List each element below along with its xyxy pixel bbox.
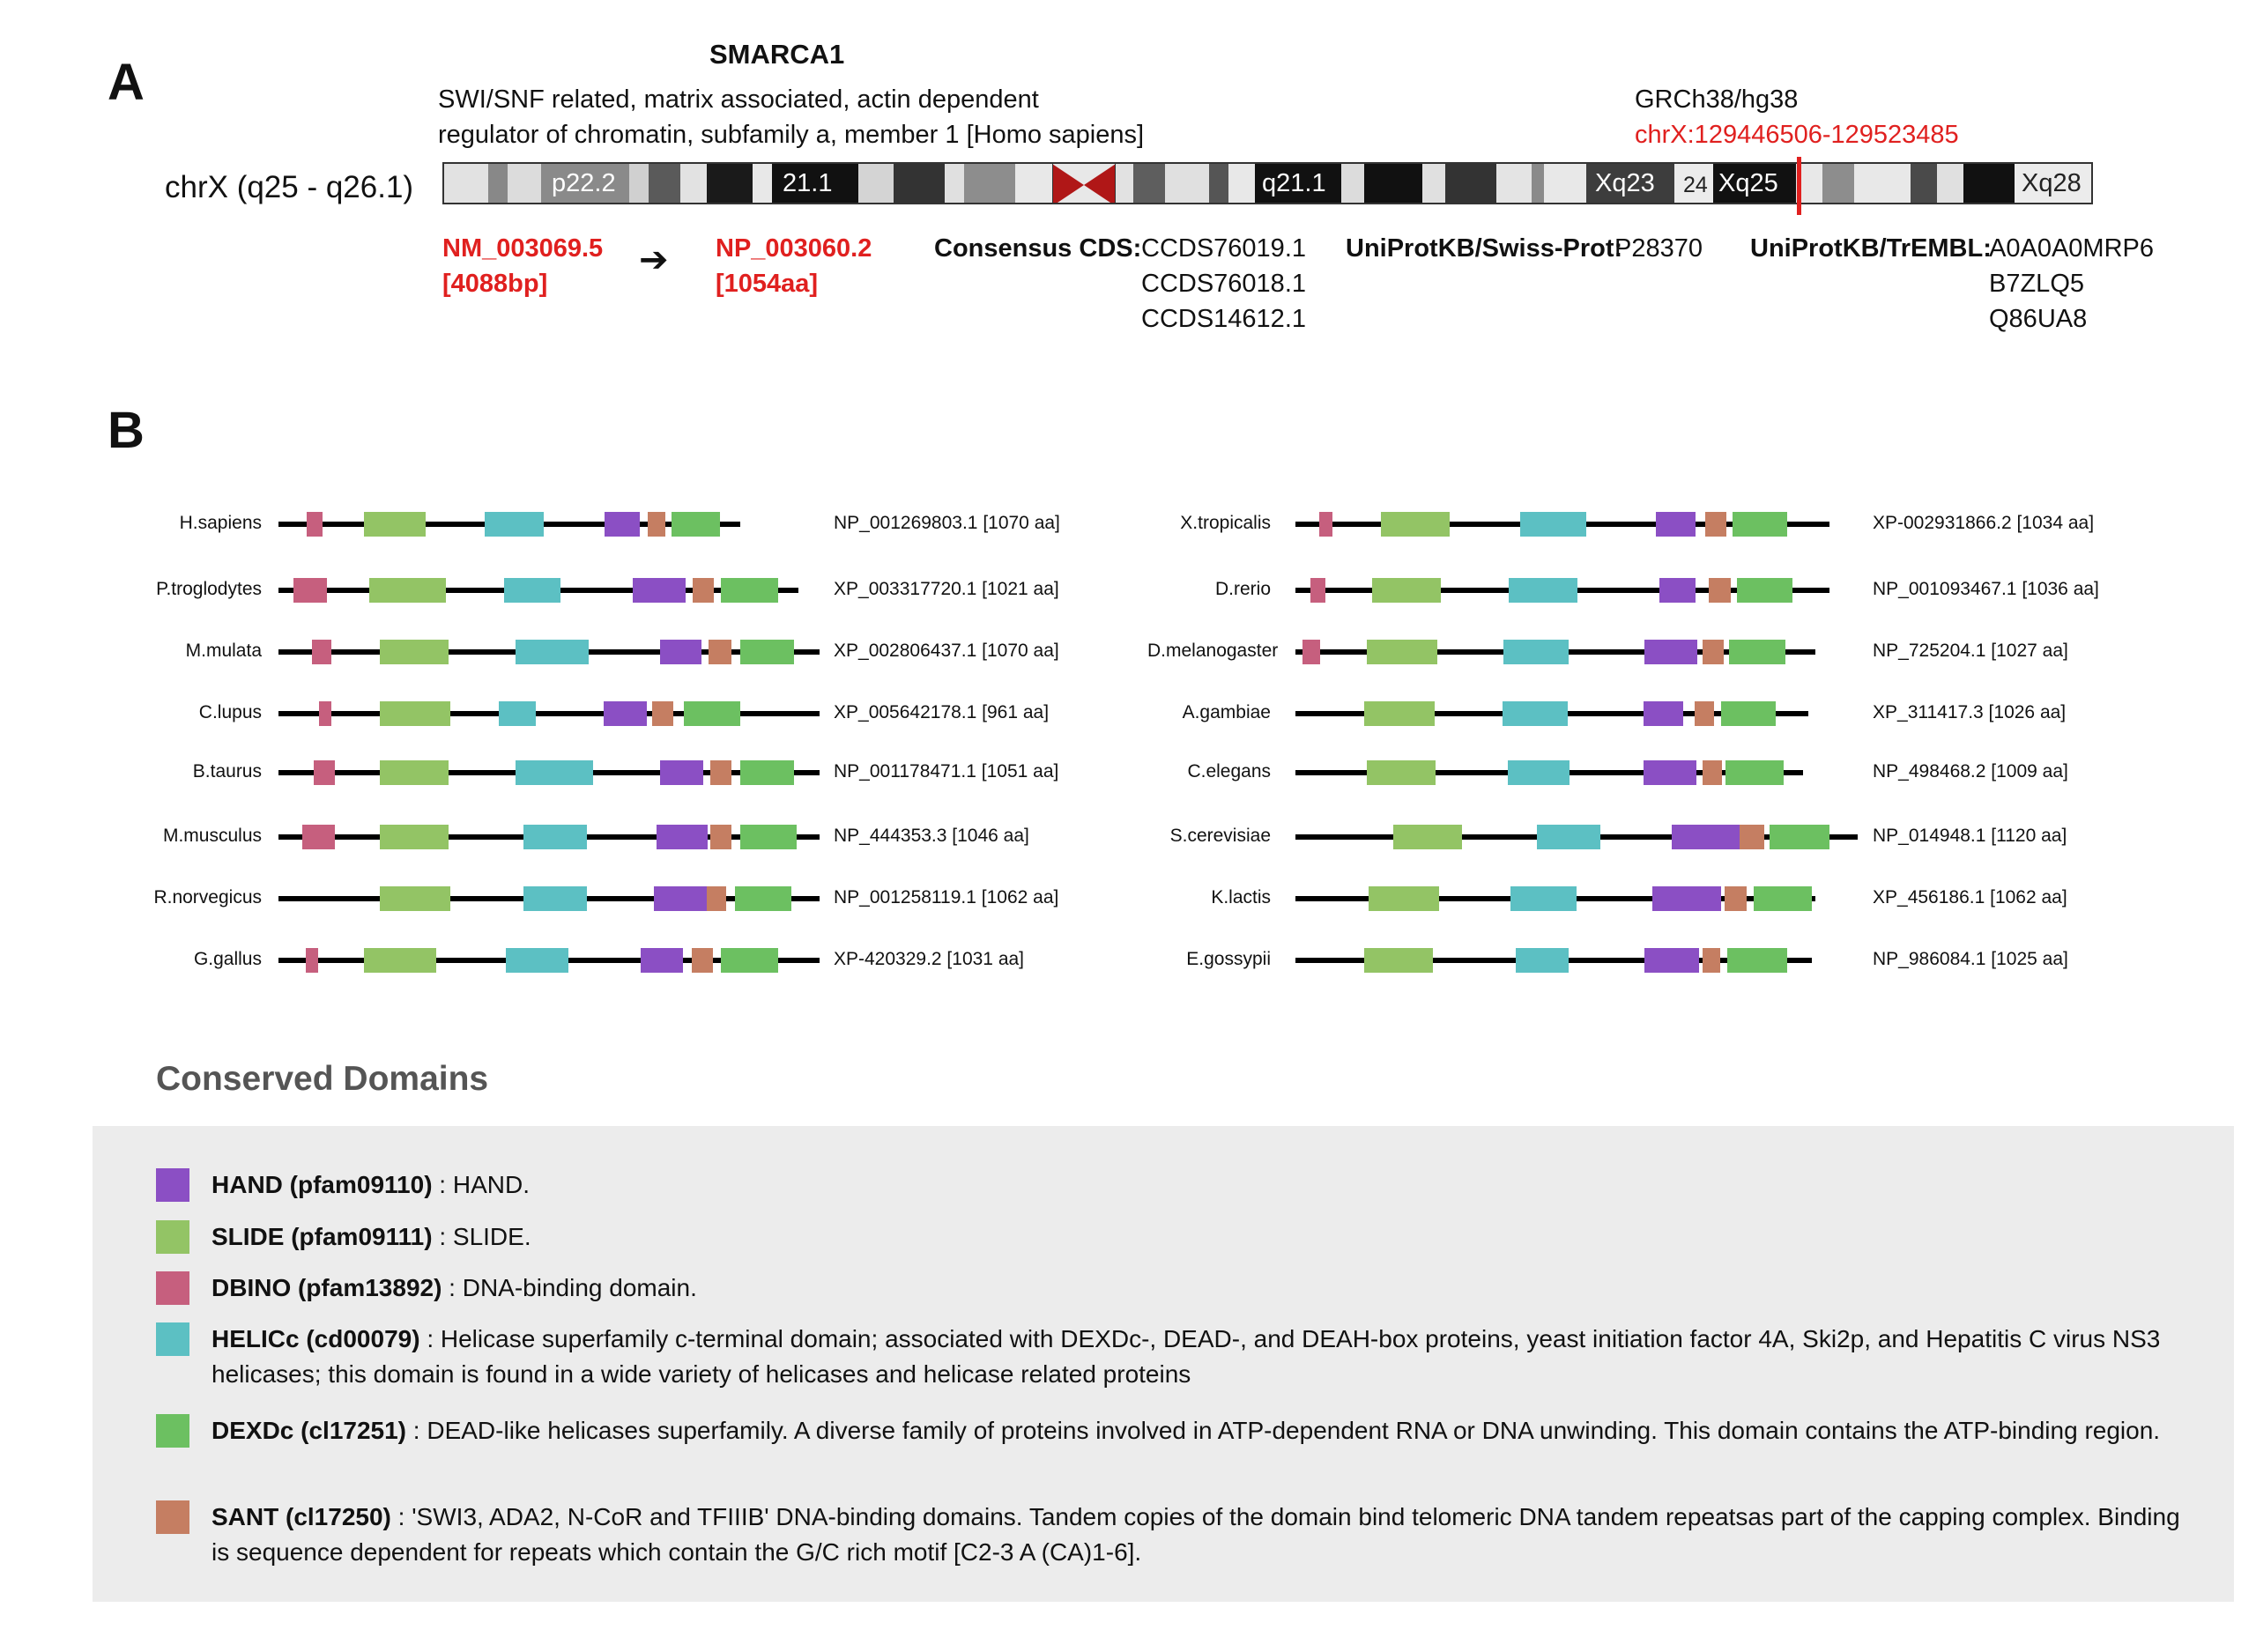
panel-a-letter: A: [108, 54, 145, 111]
domain-dbino: [314, 760, 335, 785]
assembly-label: GRCh38/hg38: [1635, 85, 1799, 114]
gene-locus-marker: [1797, 157, 1801, 215]
genomic-coordinates: chrX:129446506-129523485: [1635, 121, 1959, 149]
domain-sant: [1695, 701, 1714, 726]
protein-accession-label: NP_014948.1 [1120 aa]: [1873, 826, 2067, 846]
domain-sant: [692, 948, 713, 973]
domain-hand: [633, 578, 686, 603]
domain-dexdc: [721, 578, 778, 603]
protein-length: [1054aa]: [716, 270, 819, 298]
legend-domain-description: : DEAD-like helicases superfamily. A diverse family of proteins involved in ATP-dependent RNA or DNA unwinding. This domain contains the ATP-binding region.: [406, 1417, 2161, 1444]
mrna-accession: NM_003069.5: [442, 234, 604, 263]
ccds-label: Consensus CDS:: [934, 234, 1142, 263]
legend-entry-dbino: [212, 1270, 2186, 1306]
gene-symbol: SMARCA1: [709, 39, 845, 70]
species-label: C.lupus: [198, 702, 262, 722]
domain-sant: [707, 886, 726, 911]
domain-sant: [1703, 640, 1724, 664]
legend-swatch-sant: [156, 1500, 189, 1534]
domain-sant: [648, 512, 665, 537]
domain-dexdc: [1754, 886, 1812, 911]
legend-swatch-helicc: [156, 1322, 189, 1356]
protein-accession: NP_003060.2: [716, 234, 872, 263]
legend-swatch-dexdc: [156, 1414, 189, 1448]
domain-hand: [604, 701, 647, 726]
domain-helicc: [1503, 701, 1568, 726]
domain-dbino: [306, 948, 318, 973]
trembl-id-1: A0A0A0MRP6: [1989, 234, 2154, 263]
domain-hand: [1644, 760, 1696, 785]
protein-accession-label: NP_498468.2 [1009 aa]: [1873, 761, 2068, 782]
species-label: B.taurus: [192, 761, 262, 782]
domain-slide: [1393, 825, 1462, 849]
species-label: P.troglodytes: [156, 579, 262, 599]
domain-hand: [1644, 948, 1699, 973]
domain-dbino: [1302, 640, 1320, 664]
domain-hand: [1652, 886, 1721, 911]
legend-domain-name: HELICc (cd00079): [212, 1325, 420, 1352]
legend-domain-name: DEXDc (cl17251): [212, 1417, 407, 1444]
domain-helicc: [523, 886, 587, 911]
protein-accession-label: NP_001178471.1 [1051 aa]: [834, 761, 1059, 782]
band-xq23: Xq23: [1586, 164, 1674, 204]
domain-dexdc: [1737, 578, 1792, 603]
species-label: S.cerevisiae: [1169, 826, 1271, 846]
domain-dexdc: [1770, 825, 1829, 849]
legend-domain-description: : DNA-binding domain.: [442, 1274, 697, 1301]
domain-helicc: [485, 512, 544, 537]
chromosome-ideogram: [442, 162, 2093, 204]
domain-slide: [380, 760, 449, 785]
domain-slide: [1364, 948, 1433, 973]
band-24: 24: [1674, 164, 1713, 204]
panel-b-letter: B: [108, 402, 145, 459]
domain-helicc: [1520, 512, 1586, 537]
domain-helicc: [1503, 640, 1569, 664]
protein-accession-label: NP_986084.1 [1025 aa]: [1873, 949, 2068, 969]
legend-entry-sant: [212, 1500, 2186, 1570]
domain-hand: [1659, 578, 1696, 603]
domain-sant: [710, 825, 731, 849]
swissprot-id: P28370: [1614, 234, 1703, 263]
domain-hand: [654, 886, 707, 911]
band-21-1: 21.1: [772, 164, 858, 204]
protein-accession-label: NP_444353.3 [1046 aa]: [834, 826, 1029, 846]
domain-dexdc: [1733, 512, 1787, 537]
domain-dexdc: [1721, 701, 1776, 726]
ccds-id-3: CCDS14612.1: [1141, 305, 1306, 333]
protein-accession-label: NP_001269803.1 [1070 aa]: [834, 513, 1060, 533]
domain-dbino: [319, 701, 331, 726]
legend-swatch-hand: [156, 1168, 189, 1202]
domain-sant: [1703, 760, 1722, 785]
legend-domain-description: : Helicase superfamily c-terminal domain; associated with DEXDc-, DEAD-, and DEAH-box proteins, yeast initiation factor 4A, Ski2p, and Hepatitis C virus NS3 helicases; this domain is found in a wide variety of helicases and helicase related proteins: [212, 1325, 2161, 1388]
domain-hand: [605, 512, 640, 537]
band-q21-1: q21.1: [1255, 164, 1341, 204]
species-label: G.gallus: [193, 949, 262, 969]
domain-dexdc: [740, 640, 794, 664]
domain-helicc: [1537, 825, 1600, 849]
species-label: R.norvegicus: [153, 887, 262, 907]
legend-entry-slide: [212, 1219, 2186, 1255]
domain-helicc: [1508, 760, 1570, 785]
band-xq25: Xq25: [1713, 164, 1796, 204]
domain-hand: [1672, 825, 1740, 849]
protein-accession-label: NP_725204.1 [1027 aa]: [1873, 641, 2068, 661]
domain-dbino: [302, 825, 335, 849]
domain-dbino: [312, 640, 331, 664]
legend-domain-description: : 'SWI3, ADA2, N-CoR and TFIIIB' DNA-binding domains. Tandem copies of the domain bind telomeric DNA tandem repeatsas part of the capping complex. Binding is sequence dependent for repeats which contain the G/C rich motif [C2-3 A (CA)1-6].: [212, 1503, 2180, 1566]
legend-entry-dexdc: [212, 1413, 2186, 1448]
domain-hand: [660, 640, 701, 664]
centromere: [1052, 164, 1116, 204]
band-p22-2: p22.2: [541, 164, 629, 204]
domain-sant: [709, 640, 731, 664]
domain-helicc: [499, 701, 536, 726]
domain-sant: [1705, 512, 1726, 537]
swissprot-label: UniProtKB/Swiss-Prot:: [1346, 234, 1623, 263]
legend-entry-helicc: [212, 1322, 2186, 1392]
domain-sant: [1703, 948, 1720, 973]
species-label: D.melanogaster: [1147, 641, 1279, 661]
domain-hand: [641, 948, 683, 973]
legend-entry-hand: [212, 1167, 2186, 1203]
legend-swatch-slide: [156, 1220, 189, 1254]
domain-dbino: [1310, 578, 1325, 603]
species-label: C.elegans: [1187, 761, 1271, 782]
domain-slide: [380, 886, 450, 911]
domain-dexdc: [740, 760, 794, 785]
domain-sant: [693, 578, 714, 603]
protein-accession-label: NP_001093467.1 [1036 aa]: [1873, 579, 2099, 599]
domain-sant: [710, 760, 731, 785]
legend-domain-description: : SLIDE.: [432, 1223, 531, 1250]
legend-domain-name: DBINO (pfam13892): [212, 1274, 442, 1301]
domain-slide: [364, 948, 436, 973]
ccds-id-1: CCDS76019.1: [1141, 234, 1306, 263]
domain-helicc: [1516, 948, 1569, 973]
domain-slide: [1367, 640, 1437, 664]
arrow-icon: ➔: [639, 241, 669, 279]
domain-sant: [1709, 578, 1731, 603]
protein-accession-label: XP_002806437.1 [1070 aa]: [834, 641, 1059, 661]
domain-dexdc: [684, 701, 740, 726]
domain-hand: [1644, 701, 1683, 726]
legend-domain-name: SLIDE (pfam09111): [212, 1223, 433, 1250]
domain-slide: [1369, 886, 1439, 911]
domain-helicc: [1509, 578, 1577, 603]
domain-slide: [380, 640, 449, 664]
mrna-length: [4088bp]: [442, 270, 548, 298]
legend-swatch-dbino: [156, 1271, 189, 1305]
domain-dexdc: [735, 886, 791, 911]
species-label: X.tropicalis: [1180, 513, 1271, 533]
protein-accession-label: XP_311417.3 [1026 aa]: [1873, 702, 2067, 722]
domain-dbino: [1319, 512, 1332, 537]
species-label: M.mulata: [185, 641, 262, 661]
domain-dexdc: [672, 512, 720, 537]
domain-slide: [1372, 578, 1441, 603]
trembl-id-2: B7ZLQ5: [1989, 270, 2084, 298]
trembl-id-3: Q86UA8: [1989, 305, 2088, 333]
species-label: M.musculus: [162, 826, 262, 846]
species-label: A.gambiae: [1182, 702, 1271, 722]
domain-dbino: [307, 512, 323, 537]
domain-slide: [1381, 512, 1450, 537]
trembl-label: UniProtKB/TrEMBL:: [1750, 234, 1992, 263]
ccds-id-2: CCDS76018.1: [1141, 270, 1306, 298]
domain-dexdc: [1729, 640, 1785, 664]
legend-domain-name: SANT (cl17250): [212, 1503, 391, 1530]
domain-helicc: [1510, 886, 1577, 911]
domain-hand: [657, 825, 708, 849]
protein-accession-label: XP_456186.1 [1062 aa]: [1873, 887, 2067, 907]
protein-accession-label: XP-002931866.2 [1034 aa]: [1873, 513, 2095, 533]
domain-sant: [1740, 825, 1764, 849]
domain-slide: [1367, 760, 1436, 785]
protein-accession-label: XP_005642178.1 [961 aa]: [834, 702, 1050, 722]
species-label: H.sapiens: [179, 513, 262, 533]
species-label: E.gossypii: [1186, 949, 1271, 969]
domain-helicc: [516, 760, 593, 785]
species-label: D.rerio: [1214, 579, 1271, 599]
domain-slide: [380, 825, 449, 849]
domain-hand: [660, 760, 703, 785]
domain-helicc: [504, 578, 560, 603]
domain-slide: [364, 512, 426, 537]
legend-domain-name: HAND (pfam09110): [212, 1171, 433, 1198]
domain-slide: [1364, 701, 1435, 726]
domain-dexdc: [1725, 760, 1784, 785]
protein-accession-label: XP_003317720.1 [1021 aa]: [834, 579, 1059, 599]
domain-slide: [380, 701, 450, 726]
domain-sant: [1725, 886, 1747, 911]
chromosome-label: chrX (q25 - q26.1): [165, 170, 414, 204]
domain-dexdc: [1727, 948, 1787, 973]
domain-hand: [1656, 512, 1696, 537]
domain-dexdc: [740, 825, 797, 849]
domain-slide: [369, 578, 446, 603]
protein-accession-label: NP_001258119.1 [1062 aa]: [834, 887, 1059, 907]
band-xq28: Xq28: [2015, 164, 2093, 204]
legend-title: Conserved Domains: [156, 1060, 489, 1098]
domain-sant: [652, 701, 673, 726]
domain-helicc: [516, 640, 589, 664]
gene-description-line2: regulator of chromatin, subfamily a, member 1 [Homo sapiens]: [438, 121, 1145, 149]
gene-description-line1: SWI/SNF related, matrix associated, actin dependent: [438, 85, 1039, 114]
domain-hand: [1644, 640, 1697, 664]
legend-domain-description: : HAND.: [432, 1171, 530, 1198]
domain-dbino: [293, 578, 327, 603]
domain-helicc: [506, 948, 568, 973]
domain-dexdc: [721, 948, 778, 973]
domain-helicc: [523, 825, 587, 849]
protein-accession-label: XP-420329.2 [1031 aa]: [834, 949, 1025, 969]
species-label: K.lactis: [1211, 887, 1271, 907]
